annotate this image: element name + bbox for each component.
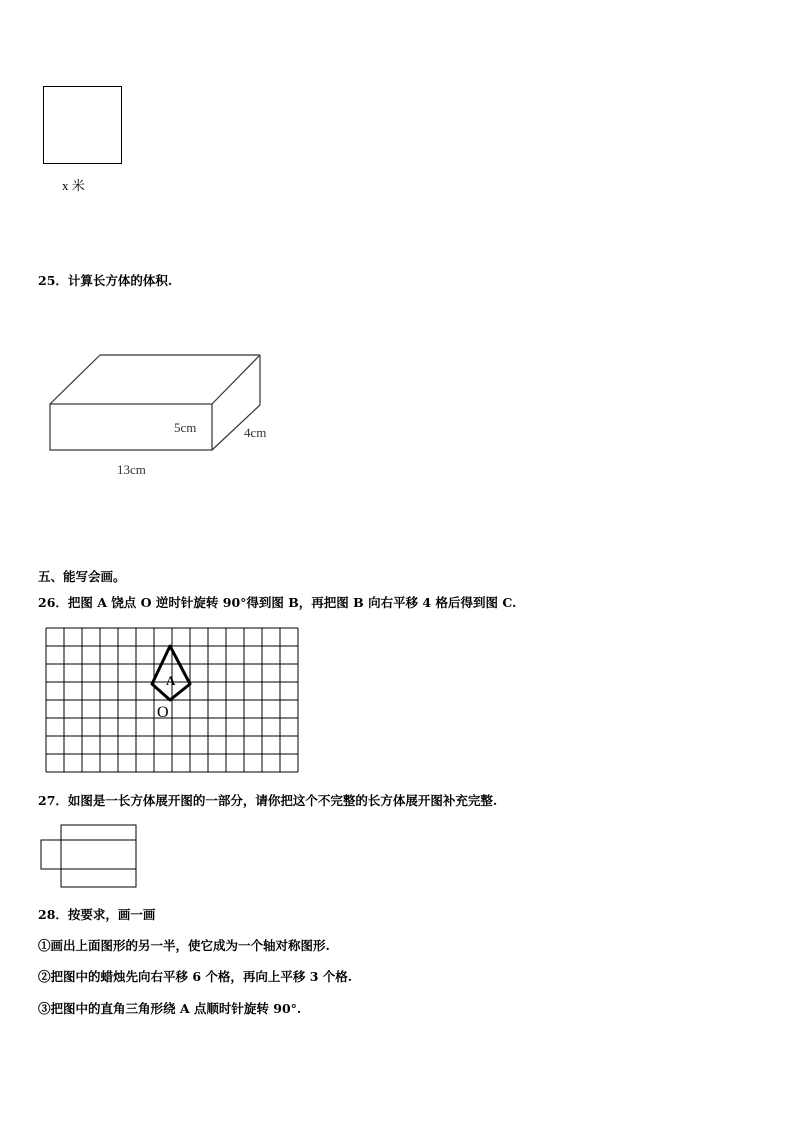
cuboid-height-label: 5cm	[174, 420, 197, 435]
question-28: 28．按要求，画一画	[38, 907, 156, 922]
question-26: 26．把图 A 饶点 O 逆时针旋转 90°得到图 B，再把图 B 向右平移 4 格后得到图 C.	[38, 595, 517, 610]
cuboid-depth-label: 4cm	[244, 425, 267, 440]
question-25: 25．计算长方体的体积.	[38, 273, 173, 288]
question-27: 27．如图是一长方体展开图的一部分，请你把这个不完整的长方体展开图补充完整.	[38, 793, 498, 808]
grid-figure	[44, 626, 302, 776]
cuboid-length-label: 13cm	[117, 462, 146, 477]
square-figure	[43, 86, 122, 164]
section-five-heading: 五、能写会画。	[38, 569, 126, 584]
question-28-item-1: ①画出上面图形的另一半，使它成为一个轴对称图形.	[38, 938, 330, 953]
cuboid-figure	[40, 345, 290, 485]
point-o-label: O	[157, 704, 169, 721]
shape-a-label: A	[166, 673, 176, 688]
question-28-item-2: ②把图中的蜡烛先向右平移 6 个格，再向上平移 3 个格.	[38, 969, 353, 984]
question-28-item-3: ③把图中的直角三角形绕 A 点顺时针旋转 90°.	[38, 1001, 302, 1016]
cuboid-net-figure	[40, 822, 140, 890]
square-side-label: x 米	[62, 178, 85, 193]
